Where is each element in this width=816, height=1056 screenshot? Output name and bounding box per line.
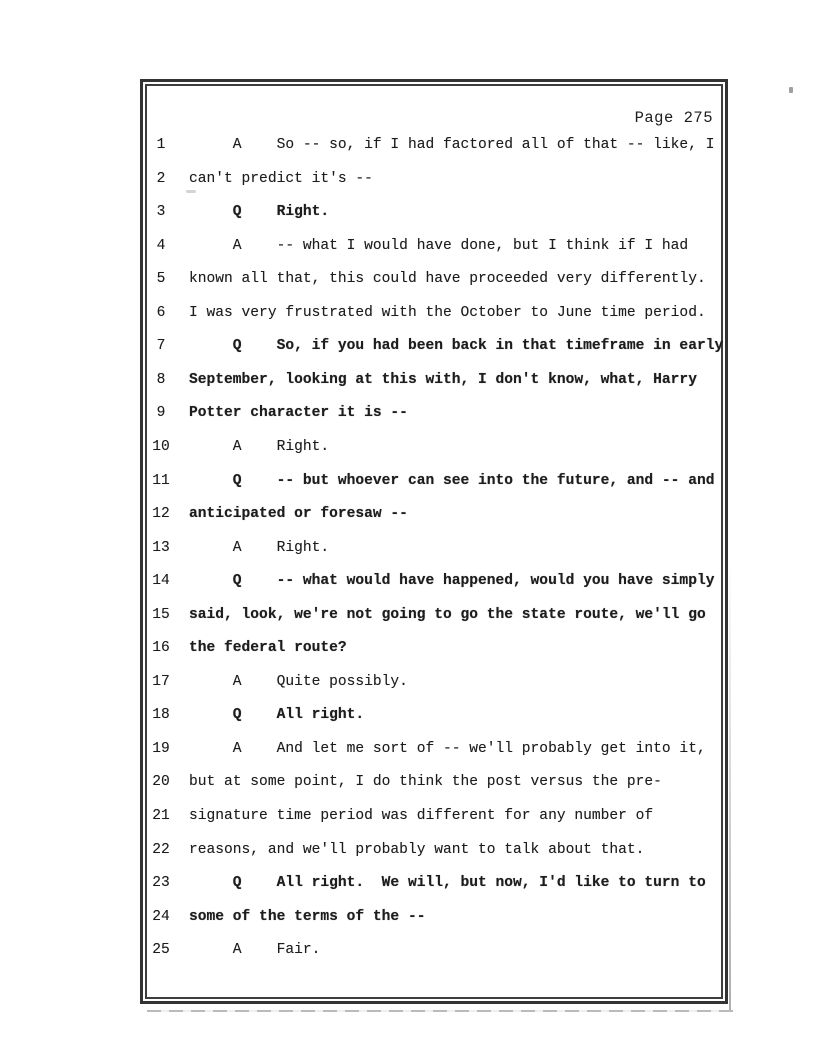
transcript-line xyxy=(143,364,725,398)
transcript-line xyxy=(143,800,725,834)
line-number: 25 xyxy=(152,942,170,959)
transcript-line xyxy=(143,230,725,264)
line-text: Q -- what would have happened, would you have simply xyxy=(189,573,715,590)
transcript-line xyxy=(143,330,725,364)
line-text: A And let me sort of -- we'll probably get into it, xyxy=(189,740,706,757)
transcript-line xyxy=(143,666,725,700)
line-text: Q So, if you had been back in that timeframe in early xyxy=(189,338,724,355)
line-number: 12 xyxy=(152,506,170,523)
transcript-line xyxy=(143,834,725,868)
transcript-line xyxy=(143,733,725,767)
transcript-line xyxy=(143,297,725,331)
scan-artifact-smudge xyxy=(186,190,196,193)
transcript-line xyxy=(143,867,725,901)
transcript-line xyxy=(143,498,725,532)
transcript-line xyxy=(143,699,725,733)
line-text: A Right. xyxy=(189,539,330,556)
line-text: reasons, and we'll probably want to talk about that. xyxy=(189,841,645,858)
transcript-line xyxy=(143,465,725,499)
line-number: 11 xyxy=(152,472,170,489)
transcript-line xyxy=(143,901,725,935)
transcript-line xyxy=(143,397,725,431)
line-text: A -- what I would have done, but I think if I had xyxy=(189,237,689,254)
line-text: the federal route? xyxy=(189,640,347,657)
line-number: 24 xyxy=(152,908,170,925)
line-text: but at some point, I do think the post versus the pre- xyxy=(189,774,662,791)
line-text: signature time period was different for any number of xyxy=(189,808,654,824)
line-text: I was very frustrated with the October to June time period. xyxy=(189,304,706,321)
line-text: some of the terms of the -- xyxy=(189,908,426,925)
transcript-line xyxy=(143,163,725,197)
line-text: Q All right. xyxy=(189,707,365,724)
page-number: Page 275 xyxy=(634,109,713,127)
line-text: known all that, this could have proceeded very differently. xyxy=(189,271,706,288)
line-number: 10 xyxy=(152,438,170,455)
line-text: Potter character it is -- xyxy=(189,405,408,422)
line-number: 13 xyxy=(152,539,170,556)
transcript-line xyxy=(143,565,725,599)
transcript-line xyxy=(143,934,725,968)
line-number: 15 xyxy=(152,606,170,623)
transcript-frame xyxy=(140,79,728,1004)
line-number: 9 xyxy=(156,405,166,422)
transcript-line xyxy=(143,766,725,800)
line-number: 22 xyxy=(152,841,170,858)
line-text: Q All right. We will, but now, I'd like to turn to xyxy=(189,875,706,892)
line-text: Q -- but whoever can see into the future, and -- and xyxy=(189,472,715,489)
line-number: 2 xyxy=(156,170,166,187)
line-text: A Fair. xyxy=(189,942,321,959)
line-text: A So -- so, if I had factored all of that -- like, I xyxy=(189,137,715,153)
line-text: said, look, we're not going to go the state route, we'll go xyxy=(189,606,706,623)
scan-shadow-bottom xyxy=(147,1010,733,1012)
line-number: 16 xyxy=(152,640,170,657)
line-number: 1 xyxy=(156,137,166,153)
line-text: anticipated or foresaw -- xyxy=(189,506,408,523)
line-number: 21 xyxy=(152,808,170,824)
transcript-line xyxy=(143,632,725,666)
scan-shadow-right xyxy=(729,560,731,1010)
line-text: Q Right. xyxy=(189,204,330,221)
transcript-line xyxy=(143,196,725,230)
transcript-line xyxy=(143,263,725,297)
line-number: 17 xyxy=(152,673,170,690)
line-number: 19 xyxy=(152,740,170,757)
line-number: 6 xyxy=(156,304,166,321)
line-number: 23 xyxy=(152,875,170,892)
line-text: A Quite possibly. xyxy=(189,673,408,690)
transcript-line xyxy=(143,431,725,465)
line-number: 14 xyxy=(152,573,170,590)
scan-artifact-speck xyxy=(789,87,793,93)
line-text: can't predict it's -- xyxy=(189,170,373,187)
transcript-line xyxy=(143,599,725,633)
line-number: 18 xyxy=(152,707,170,724)
line-number: 7 xyxy=(156,338,166,355)
line-text: A Right. xyxy=(189,438,330,455)
transcript-line xyxy=(143,129,725,163)
transcript-line xyxy=(143,532,725,566)
line-number: 20 xyxy=(152,774,170,791)
line-number: 5 xyxy=(156,271,166,288)
transcript-lines xyxy=(143,82,725,1001)
line-text: September, looking at this with, I don't know, what, Harry xyxy=(189,371,697,388)
line-number: 3 xyxy=(156,204,166,221)
line-number: 8 xyxy=(156,371,166,388)
line-number: 4 xyxy=(156,237,166,254)
